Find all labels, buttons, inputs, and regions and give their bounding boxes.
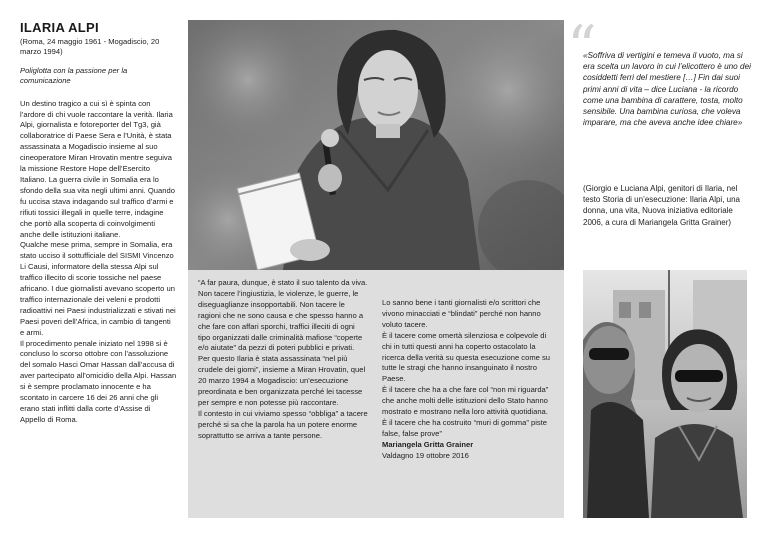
biography: [20, 99, 177, 426]
bio-paragraph: Il procedimento penale iniziato nel 1998 si è concluso lo scorso ottobre con l’assoluzione del somalo Hasci Omar Hassan dall’accusa di aver partecipato all’omicidio della Alpi. Hassan si è sempre proclamato innocente e ha scontato in carcere 16 dei 26 anni che gli erano stati inflitti dalla corte d’Assise di Appello di Roma.: [20, 338, 177, 424]
signature-name: Mariangela Gritta Grainer: [382, 439, 474, 449]
quote-mark-icon: “: [567, 13, 597, 81]
statement-paragraph: È il tacere come omertà silenziosa e colpevole di chi in tutti questi anni ha coperto ostacolato la ricerca della verità su questa esecuzione come su tutte le stragi che hanno insanguinato il nostro Paese.: [382, 330, 550, 384]
statement-paragraph: Non tacere l’ingiustizia, le violenze, le guerre, le diseguaglianze insopportabili. Non tacere le ragioni che ne sono causa e che spesso hanno a che fare con affari sporchi, traffici illeciti di ogni tipo organizzati dalle criminalità mafiose “coperte e/o aiutate” da pezzi di poteri pubblici e privati.: [198, 288, 364, 353]
quote-source: (Giorgio e Luciana Alpi, genitori di Ilaria, nel testo Storia di un’esecuzione: Ilaria Alpi, una donna, una vita, Nuova iniziativa editoriale 2006, a cura di Mariangela Gritta Grainer): [583, 184, 740, 227]
person-name: ILARIA ALPI: [20, 20, 99, 35]
statement-paragraph: È il tacere che ha costruito “muri di gomma” piste false, false prove”: [382, 417, 548, 438]
statement-paragraph: Il contesto in cui viviamo spesso “obbliga” a tacere perché si sa che la parola ha un potere enorme soprattutto se arriva a tante persone.: [198, 408, 368, 440]
statement-paragraph: “A far paura, dunque, è stato il suo talento da viva.: [198, 278, 368, 287]
tagline: Poliglotta con la passione per la comunicazione: [20, 65, 128, 86]
statement-column-right: [382, 298, 554, 462]
bio-paragraph: Qualche mese prima, sempre in Somalia, era stato ucciso il sottufficiale del SISMI Vincenzo Li Causi, informatore della stessa Alpi sul traffico illecito di scorie tossiche nel paese africano. I due giornalisti avevano scoperto un traffico internazionale dei veleni e prodotti radioattivi nei Paesi industrializzati e stivati nei Paesi poveri dell’Africa, in cambio di tangenti e armi.: [20, 240, 176, 337]
statement-column-left: [198, 278, 368, 442]
statement-panel: [188, 270, 564, 518]
pull-quote: «Soffriva di vertigini e temeva il vuoto, ma si era scelta un lavoro in cui l’elicottero è uno dei cosiddetti ferri del mestiere […] Fin dai suoi primi anni di vita – dice Luciana - la ricordo come una bambina di carattere, tosta, molto sensibile. Una bambina curiosa, che voleva imparare, ma che aveva anche idee chiare»: [583, 51, 751, 128]
birth-death-dates: (Roma, 24 maggio 1961 - Mogadiscio, 20 marzo 1994): [20, 37, 160, 57]
bio-paragraph: Un destino tragico a cui sì è spinta con l’ardore di chi vuole raccontare la verità. Ilaria Alpi, giornalista e fotoreporter del Tg3, già collaboratrice di Paese Sera e l’Unità, è stata assassinata a Mogadiscio insieme al suo cineoperatore Miran Hrovatin mentre seguiva la missione Restore Hope dell’Esercito Italiano. La guerra civile in Somalia era lo sfondo della sua vita negli ultimi anni. Quando fu uccisa stava indagando sul traffico d’armi e rifiuti tossici illegali in quelle terre, indagine che portò alla scoperta di coinvolgimenti anche delle istituzioni italiane.: [20, 98, 175, 239]
statement-paragraph: È il tacere che ha a che fare col “non mi riguarda” che anche molti delle istituzioni dello Stato hanno mostrato e mostrano nella loro attività quotidiana.: [382, 385, 549, 417]
signature-place-date: Valdagno 19 ottobre 2016: [382, 450, 469, 460]
left-column: [20, 20, 177, 426]
portrait-photo: [188, 20, 564, 270]
sunglasses-photo: [583, 270, 747, 518]
statement-paragraph: Per questo Ilaria è stata assassinata “nel più crudele dei giorni”, insieme a Miran Hrovatin, quel 20 marzo 1994 a Mogadiscio: un’esecuzione preordinata e ben organizzata perché lei tacesse per sempre e non potesse più raccontare.: [198, 354, 366, 407]
statement-paragraph: Lo sanno bene i tanti giornalisti e/o scrittori che vivono minacciati e “blindati” perché non hanno voluto tacere.: [382, 298, 541, 329]
